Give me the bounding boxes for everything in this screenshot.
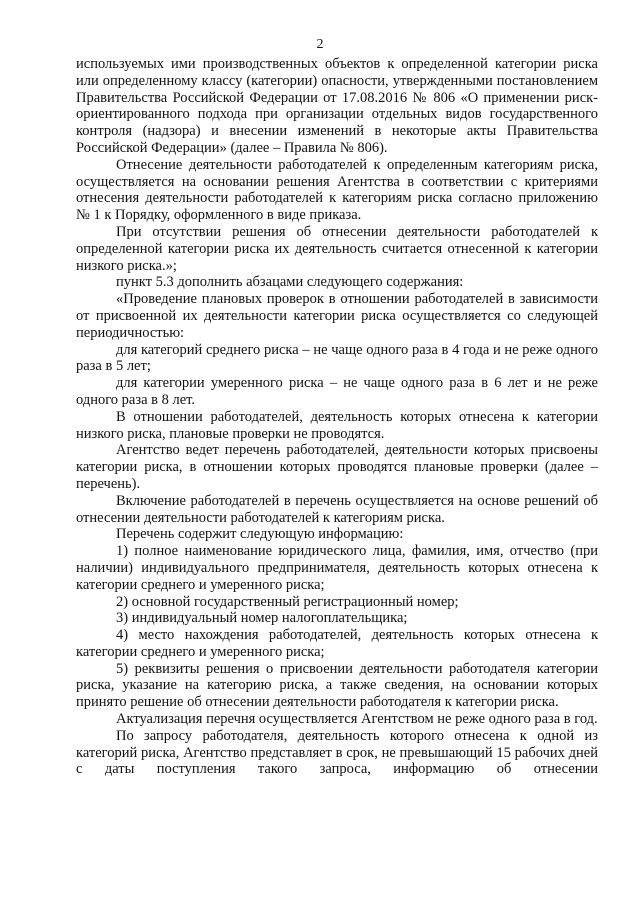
paragraph: Перечень содержит следующую информацию: — [116, 526, 404, 543]
document-body — [76, 56, 598, 778]
paragraph: 2) основной государственный регистрационный номер; — [116, 593, 459, 610]
paragraph: используемых ими производственных объектов к определенной категории риска или определенному классу (категории) опасности, утвержденными постановлением Правительства Российской Федерации от 17.08.2016 № 806 «О применении риск-ориентированного подхода при организации отдельных видов государственного контроля (надзора) и внесении изменений в некоторые акты Правительства Российской Федерации» (далее – Правила № 806). — [76, 56, 598, 156]
paragraph: «Проведение плановых проверок в отношении работодателей в зависимости от присвоенной их деятельности категории риска осуществляется со следующей периодичностью: — [76, 291, 598, 341]
paragraph: для категории умеренного риска – не чаще одного раза в 6 лет и не реже одного раза в 8 лет. — [76, 375, 598, 408]
paragraph: 5) реквизиты решения о присвоении деятельности работодателя категории риска, указание на категорию риска, а также сведения, на основании которых принято решение об отнесении деятельности работодателя к категории риска. — [76, 660, 598, 711]
paragraph: Отнесение деятельности работодателей к определенным категориям риска, осуществляется на основании решения Агентства в соответствии с критериями отнесения деятельности работодателей к категориям риска согласно приложению № 1 к Порядку, оформленного в виде приказа. — [76, 156, 598, 224]
paragraph: Включение работодателей в перечень осуществляется на основе решений об отнесении деятельности работодателей к категориям риска. — [76, 492, 598, 526]
page-number: 2 — [316, 37, 324, 52]
paragraph: В отношении работодателей, деятельность которых отнесена к категории низкого риска, плановые проверки не проводятся. — [76, 408, 598, 442]
paragraph: 4) место нахождения работодателей, деятельность которых отнесена к категории среднего и умеренного риска; — [76, 627, 598, 660]
paragraph: По запросу работодателя, деятельность которого отнесена к одной из категорий риска, Агентство представляет в срок, не превышающий 15 рабочих дней с даты поступления такого запроса, информацию об отнесении — [76, 727, 598, 778]
paragraph: При отсутствии решения об отнесении деятельности работодателей к определенной категории риска их деятельность считается отнесенной к категории низкого риска.»; — [76, 223, 598, 274]
paragraph: 3) индивидуальный номер налогоплательщика; — [116, 610, 408, 627]
paragraph: 1) полное наименование юридического лица, фамилия, имя, отчество (при наличии) индивидуального предпринимателя, деятельность которых отнесена к категории среднего и умеренного риска; — [76, 543, 598, 593]
paragraph: Агентство ведет перечень работодателей, деятельности которых присвоены категории риска, в отношении которых проводятся плановые проверки (далее – перечень). — [76, 442, 598, 492]
paragraph: Актуализация перечня осуществляется Агентством не реже одного раза в год. — [116, 711, 598, 728]
paragraph: пункт 5.3 дополнить абзацами следующего содержания: — [116, 274, 464, 291]
paragraph: для категорий среднего риска – не чаще одного раза в 4 года и не реже одного раза в 5 лет; — [76, 341, 598, 375]
